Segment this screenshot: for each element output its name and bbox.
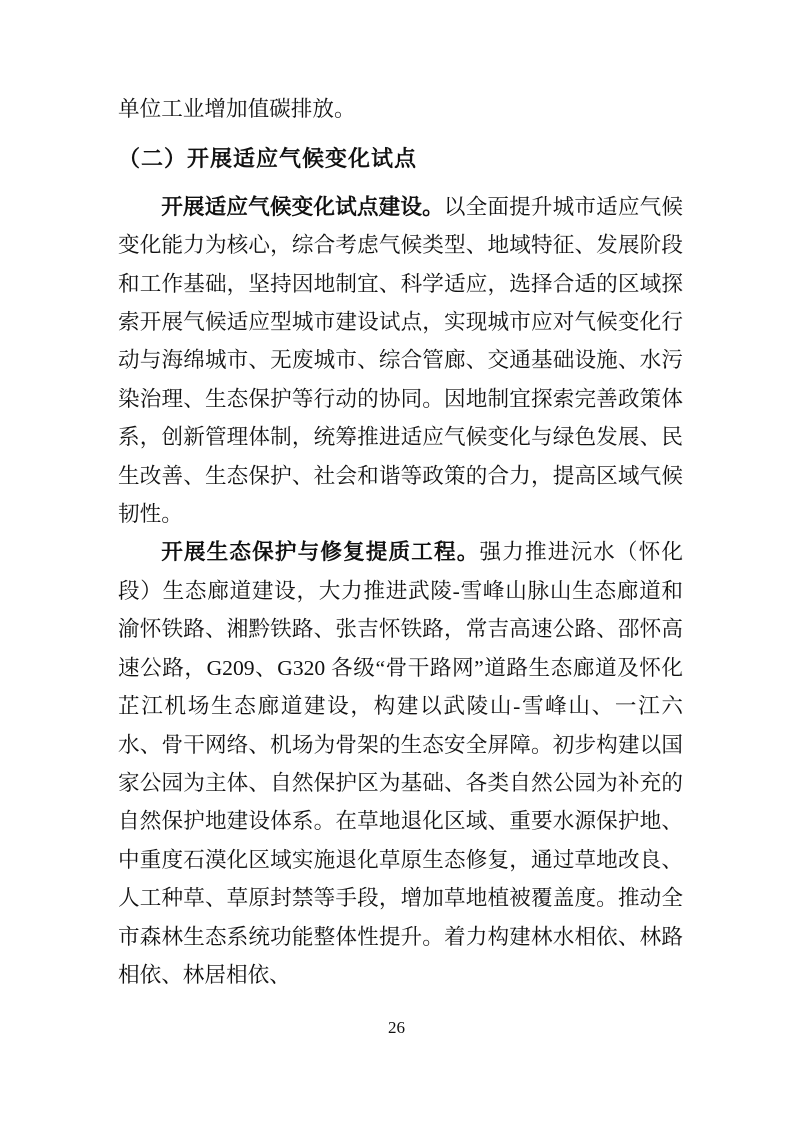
paragraph-text: 以全面提升城市适应气候变化能力为核心，综合考虑气候类型、地域特征、发展阶段和工作基础，坚持因地制宜、科学适应，选择合适的区域探索开展气候适应型城市建设试点，实现城市应对气候变化行动与海绵城市、无废城市、综合管廊、交通基础设施、水污染治理、生态保护等行动的协同。因地制宜探索完善政策体系，创新管理体制，统筹推进适应气候变化与绿色发展、民生改善、生态保护、社会和谐等政策的合力，提高区域气候韧性。 bbox=[118, 194, 683, 527]
page-body bbox=[118, 90, 683, 994]
paragraph-continuation: 单位工业增加值碳排放。 bbox=[118, 97, 356, 121]
paragraph-text: 强力推进沅水（怀化段）生态廊道建设，大力推进武陵-雪峰山脉山生态廊道和渝怀铁路、湘黔铁路、张吉怀铁路，常吉高速公路、邵怀高速公路，G209、G320 各级“骨干路网”道路生态廊道及怀化芷江机场生态廊道建设，构建以武陵山-雪峰山、一江六水、骨干网络、机场为骨架的生态安全屏障。初步构建以国家公园为主体、自然保护区为基础、各类自然公园为补充的自然保护地建设体系。在草地退化区域、重要水源保护地、中重度石漠化区域实施退化草原生态修复，通过草地改良、人工种草、草原封禁等手段，增加草地植被覆盖度。推动全市森林生态系统功能整体性提升。着力构建林水相依、林路相依、林居相依、 bbox=[118, 540, 683, 987]
paragraph-lead: 开展生态保护与修复提质工程。 bbox=[161, 540, 480, 565]
paragraph-lead: 开展适应气候变化试点建设。 bbox=[161, 194, 444, 219]
section-heading: （二）开展适应气候变化试点 bbox=[118, 146, 418, 172]
paragraph-eco-protection bbox=[118, 533, 683, 994]
page-number: 26 bbox=[388, 1018, 405, 1037]
paragraph-adaptation-pilot bbox=[118, 188, 683, 534]
